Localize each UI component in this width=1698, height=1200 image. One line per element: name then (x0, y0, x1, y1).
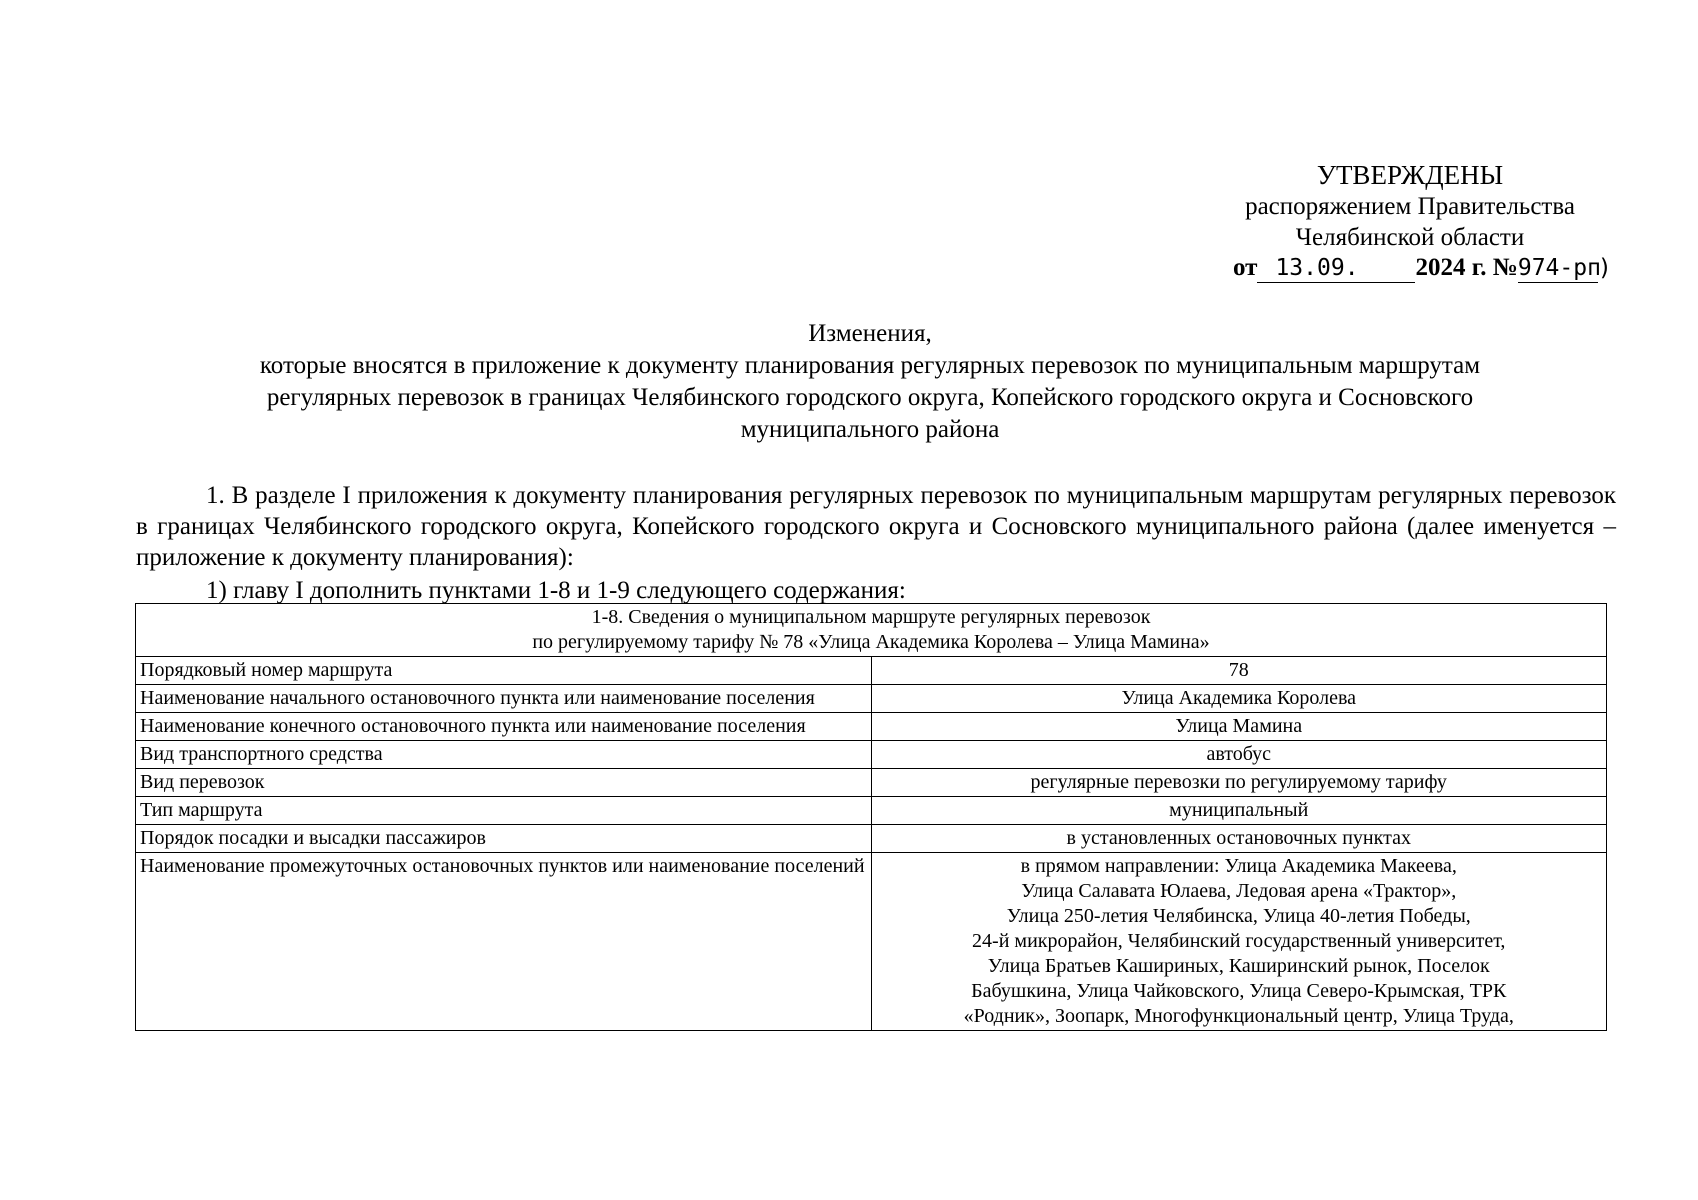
table-row (136, 797, 1607, 825)
handwritten-number: 974-рп (1517, 255, 1601, 281)
row-label: Тип маршрута (136, 797, 872, 825)
paragraph-1: 1. В разделе I приложения к документу планирования регулярных перевозок по муниципальным маршрутам регулярных перевозок в границах Челябинского городского округа, Копейского городского округа и Сосновского муниципального района (далее именуется – приложение к документу планирования): (136, 482, 1616, 571)
year-text: 2024 г. № (1415, 254, 1518, 281)
stops-line: Бабушкина, Улица Чайковского, Улица Северо-Крымская, ТРК (971, 980, 1507, 1002)
approval-stamp (1200, 160, 1620, 253)
table-header-line-2: по регулируемому тарифу № 78 «Улица Академика Королева – Улица Мамина» (532, 631, 1210, 653)
row-label: Вид перевозок (136, 769, 872, 797)
document-title (130, 318, 1610, 446)
table-row-stops (136, 853, 1607, 1031)
row-value: муниципальный (871, 797, 1607, 825)
row-value: автобус (871, 741, 1607, 769)
stops-line: «Родник», Зоопарк, Многофункциональный центр, Улица Труда, (963, 1005, 1514, 1027)
stops-line: в прямом направлении: Улица Академика Макеева, (1020, 855, 1457, 877)
table-header-row (136, 604, 1607, 657)
date-fill-field (1257, 254, 1415, 283)
row-label: Наименование конечного остановочного пункта или наименование поселения (136, 713, 872, 741)
stops-value (871, 853, 1607, 1031)
row-label: Вид транспортного средства (136, 741, 872, 769)
table-row (136, 685, 1607, 713)
handwritten-date: 13.09. (1275, 255, 1359, 281)
table-row (136, 741, 1607, 769)
row-value: регулярные перевозки по регулируемому тарифу (871, 769, 1607, 797)
title-line-1: Изменения, (808, 320, 932, 347)
table-row (136, 825, 1607, 853)
approval-line-1: распоряжением Правительства (1245, 193, 1575, 220)
title-line-4: муниципального района (740, 416, 1000, 443)
stops-line: 24-й микрорайон, Челябинский государственный университет, (972, 930, 1506, 952)
approval-date-line (1233, 254, 1612, 283)
row-value: в установленных остановочных пунктах (871, 825, 1607, 853)
table-row (136, 657, 1607, 685)
table-header-line-1: 1-8. Сведения о муниципальном маршруте регулярных перевозок (591, 606, 1151, 628)
stops-line: Улица 250-летия Челябинска, Улица 40-летия Победы, (1006, 905, 1471, 927)
approval-title: УТВЕРЖДЕНЫ (1316, 160, 1504, 190)
row-value: 78 (871, 657, 1607, 685)
row-value: Улица Мамина (871, 713, 1607, 741)
approval-line-2: Челябинской области (1295, 224, 1525, 251)
table-row (136, 769, 1607, 797)
title-line-2: которые вносятся в приложение к документу планирования регулярных перевозок по муниципальным маршрутам (259, 352, 1481, 379)
row-label: Наименование начального остановочного пункта или наименование поселения (136, 685, 872, 713)
stops-label: Наименование промежуточных остановочных пунктов или наименование поселений (136, 853, 872, 1031)
row-value: Улица Академика Королева (871, 685, 1607, 713)
row-label: Порядок посадки и высадки пассажиров (136, 825, 872, 853)
table-row (136, 713, 1607, 741)
paragraph-2: 1) главу I дополнить пунктами 1-8 и 1-9 следующего содержания: (206, 577, 906, 604)
row-label: Порядковый номер маршрута (136, 657, 872, 685)
stops-line: Улица Салавата Юлаева, Ледовая арена «Трактор», (1021, 880, 1457, 902)
title-line-3: регулярных перевозок в границах Челябинского городского округа, Копейского городского округа и Сосновского (266, 384, 1474, 411)
route-info-table (135, 603, 1607, 1031)
close-paren: ) (1597, 255, 1612, 281)
table-header-cell (136, 604, 1607, 657)
number-fill-field (1517, 254, 1601, 283)
stops-line: Улица Братьев Кашириных, Каширинский рынок, Поселок (987, 955, 1490, 977)
date-prefix: от (1233, 254, 1258, 281)
